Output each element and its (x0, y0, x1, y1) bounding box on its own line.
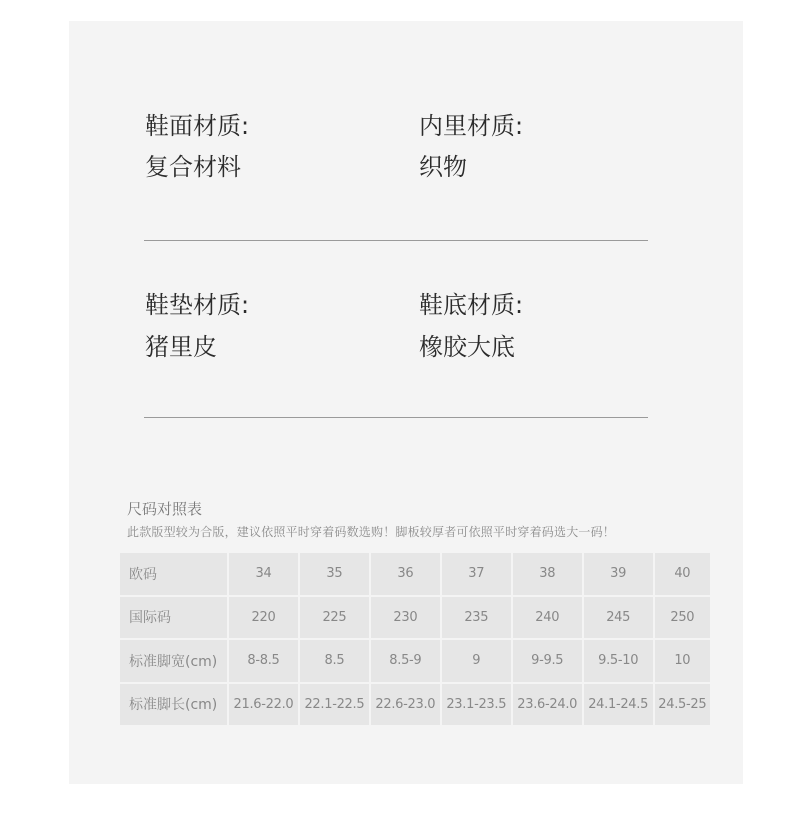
table-cell: 9-9.5 (513, 640, 582, 682)
insole-material-value: 猪里皮 (145, 333, 217, 361)
lining-material-value: 织物 (419, 153, 467, 181)
sole-material-value: 橡胶大底 (419, 333, 515, 361)
table-cell: 23.1-23.5 (442, 684, 511, 726)
table-cell: 8.5 (300, 640, 369, 682)
upper-material-label: 鞋面材质: (145, 112, 250, 140)
table-cell: 22.1-22.5 (300, 684, 369, 726)
table-cell: 23.6-24.0 (513, 684, 582, 726)
table-row (120, 640, 710, 682)
divider (144, 417, 648, 418)
table-cell: 35 (300, 553, 369, 595)
table-cell: 250 (655, 597, 710, 639)
size-chart-title: 尺码对照表 (127, 500, 203, 518)
table-cell: 39 (584, 553, 653, 595)
table-cell: 235 (442, 597, 511, 639)
table-cell: 34 (229, 553, 298, 595)
lining-material-label: 内里材质: (419, 112, 524, 140)
row-label: 欧码 (120, 553, 227, 595)
table-cell: 230 (371, 597, 440, 639)
table-row (120, 553, 710, 595)
table-row (120, 597, 710, 639)
table-cell: 220 (229, 597, 298, 639)
insole-material-label: 鞋垫材质: (145, 291, 250, 319)
table-cell: 36 (371, 553, 440, 595)
table-cell: 9 (442, 640, 511, 682)
row-label: 标准脚宽(cm) (120, 640, 227, 682)
size-chart-table (118, 551, 712, 727)
size-chart-note: 此款版型较为合版，建议依照平时穿着码数选购！脚板较厚者可依照平时穿着码选大一码！ (127, 525, 616, 539)
table-cell: 10 (655, 640, 710, 682)
table-cell: 37 (442, 553, 511, 595)
table-cell: 8.5-9 (371, 640, 440, 682)
table-cell: 21.6-22.0 (229, 684, 298, 726)
sole-material-label: 鞋底材质: (419, 291, 524, 319)
table-cell: 40 (655, 553, 710, 595)
table-cell: 38 (513, 553, 582, 595)
divider (144, 240, 648, 241)
row-label: 国际码 (120, 597, 227, 639)
table-cell: 24.1-24.5 (584, 684, 653, 726)
table-cell: 225 (300, 597, 369, 639)
row-label: 标准脚长(cm) (120, 684, 227, 726)
table-cell: 22.6-23.0 (371, 684, 440, 726)
table-cell: 24.5-25 (655, 684, 710, 726)
table-cell: 240 (513, 597, 582, 639)
table-cell: 245 (584, 597, 653, 639)
table-cell: 9.5-10 (584, 640, 653, 682)
product-detail-panel (69, 21, 743, 784)
upper-material-value: 复合材料 (145, 153, 241, 181)
table-cell: 8-8.5 (229, 640, 298, 682)
table-row (120, 684, 710, 726)
